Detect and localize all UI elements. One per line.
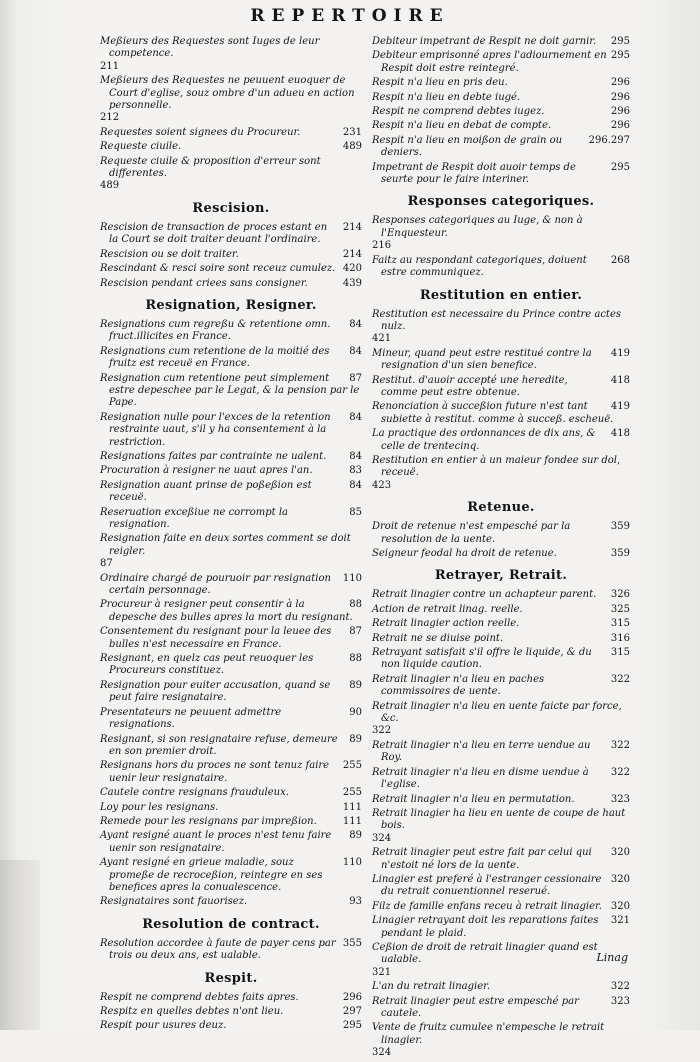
entry-text: Respit ne comprend debtes iugez. <box>372 106 545 118</box>
index-entry <box>372 92 630 104</box>
page-reference: 419 <box>610 347 630 359</box>
entry-text: Mineur, quand peut estre restitué contre la resignation d'un sien benefice. <box>372 347 592 372</box>
page-reference: 320 <box>610 873 630 885</box>
section-heading: Resolution de contract. <box>142 916 320 932</box>
page-reference: 84 <box>349 411 362 423</box>
index-entry <box>372 548 630 560</box>
entry-text: Debiteur impetrant de Respit ne doit garnir. <box>372 36 597 47</box>
page-reference: 316 <box>610 632 630 644</box>
entry-text: Respitz en quelles debtes n'ont lieu. <box>100 1006 284 1017</box>
page-reference: 326 <box>610 589 630 601</box>
index-entry <box>100 830 362 855</box>
entry-text: Retrait linagier contre un achapteur parent. <box>372 589 597 601</box>
index-entry <box>372 847 630 872</box>
index-entry <box>372 808 630 845</box>
index-entry <box>372 794 630 806</box>
entry-text: Action de retrait linag. reelle. <box>372 603 523 615</box>
page-reference: 84 <box>349 345 362 357</box>
page-reference: 85 <box>349 506 362 518</box>
page-reference: 110 <box>342 572 362 584</box>
page-reference: 320 <box>610 847 630 859</box>
page-reference: 111 <box>342 815 362 827</box>
page-reference: 320 <box>610 900 630 912</box>
page-reference: 323 <box>610 793 630 805</box>
page-reference: 324 <box>372 832 392 844</box>
left-column <box>100 36 362 1035</box>
index-entry <box>100 599 362 624</box>
entry-text: Ordinaire chargé de pouruoir par resignation certain personnage. <box>100 572 331 597</box>
page-reference: 88 <box>349 599 362 611</box>
entry-text: Respit n'a lieu en moißon de grain ou deniers. <box>372 134 563 159</box>
index-entry <box>372 604 630 616</box>
page-reference: 322 <box>610 739 630 751</box>
index-entry <box>100 127 362 139</box>
entry-text: Respit n'a lieu en pris deu. <box>372 77 508 89</box>
index-entry <box>100 992 362 1004</box>
page-reference: 268 <box>610 254 630 266</box>
entry-text: Ceßion de droit de retrait linagier quand est ualable. <box>372 941 598 966</box>
entry-text: Consentement du resignant pour la leuee des bulles n'est necessaire en France. <box>100 626 332 650</box>
page-reference: 315 <box>610 647 630 659</box>
index-entry <box>372 589 630 601</box>
page-reference: 419 <box>610 401 630 413</box>
page-reference: 93 <box>349 896 362 908</box>
index-entry <box>100 480 362 505</box>
page-reference: 111 <box>342 801 362 813</box>
entry-text: Rescision ou se doit traiter. <box>100 248 239 260</box>
page-reference: 214 <box>342 221 362 233</box>
entry-text: Remede pour les resignans par impreßion. <box>100 815 317 827</box>
entry-text: Respit pour usures deuz. <box>100 1020 227 1032</box>
entry-text: Restitut. d'auoir accepté une heredite, comme peut estre obtenue. <box>372 374 568 398</box>
index-entry <box>100 141 362 153</box>
entry-text: Responses categoriques au Iuge, & non à l'Enquesteur. <box>372 215 583 239</box>
index-entry <box>100 75 362 125</box>
page-reference: 83 <box>349 465 362 477</box>
index-entry <box>100 857 362 894</box>
page-reference: 355 <box>342 937 362 949</box>
index-entry <box>100 787 362 799</box>
page-reference: 418 <box>610 428 630 440</box>
index-entry <box>372 981 630 993</box>
index-entry <box>372 618 630 630</box>
index-entry <box>372 740 630 765</box>
entry-text: Retrait linagier n'a lieu en disme uendue à l'eglise. <box>372 766 589 791</box>
entry-text: Requestes soient signees du Procureur. <box>100 126 301 138</box>
page-reference: 87 <box>349 372 362 384</box>
entry-text: Restitution est necessaire du Prince contre actes nulz. <box>372 308 621 332</box>
entry-text: La practique des ordonnances de dix ans, & celle de trentecinq. <box>372 428 596 452</box>
page-reference: 296 <box>342 991 362 1003</box>
page-reference: 359 <box>610 521 630 533</box>
entry-text: Resignant, si son resignataire refuse, demeure en son premier droit. <box>100 733 338 757</box>
entry-text: Linagier retrayant doit les reparations faites pendant le plaid. <box>372 915 599 939</box>
page-reference: 323 <box>610 995 630 1007</box>
entry-text: Vente de fruitz cumulee n'empesche le retrait linagier. <box>372 1022 605 1046</box>
index-entry <box>372 942 630 979</box>
index-entry <box>372 674 630 699</box>
index-entry <box>372 77 630 89</box>
index-entry <box>100 465 362 477</box>
entry-text: Resignant, en quelz cas peut reuoquer les Procureurs constituez. <box>100 653 314 677</box>
index-entry <box>372 50 630 75</box>
page-reference: 322 <box>610 673 630 685</box>
entry-text: Cautele contre resignans frauduleux. <box>100 787 289 799</box>
page-reference: 322 <box>610 981 630 993</box>
entry-text: Retrait ne se diuise point. <box>372 632 504 644</box>
index-entry <box>372 874 630 899</box>
page-reference: 211 <box>100 60 120 72</box>
index-entry <box>372 255 630 280</box>
page-reference: 89 <box>349 679 362 691</box>
entry-text: Respit ne comprend debtes faits apres. <box>100 991 299 1003</box>
page-reference: 214 <box>342 248 362 260</box>
index-entry <box>372 348 630 373</box>
section-heading: Rescision. <box>192 200 270 216</box>
page-reference: 321 <box>372 966 392 978</box>
page-reference: 296 <box>610 106 630 118</box>
page-reference: 322 <box>372 725 392 737</box>
entry-text: Requeste ciuile. <box>100 141 182 153</box>
entry-text: Respit n'a lieu en debte iugé. <box>372 91 521 103</box>
index-entry <box>372 647 630 672</box>
page-reference: 296 <box>610 77 630 89</box>
index-entry <box>100 36 362 73</box>
page-fold-shadow <box>0 860 40 1030</box>
index-entry <box>100 533 362 570</box>
index-entry <box>100 263 362 275</box>
entry-text: Debiteur emprisonné apres l'adiournement en Respit doit estre reintegré. <box>372 50 607 74</box>
entry-text: Resignation cum retentione peut simplement estre depeschee par le Legat, & la pension par le Pape. <box>100 372 360 409</box>
index-entry <box>100 816 362 828</box>
index-entry <box>372 1022 630 1059</box>
page-reference: 359 <box>610 548 630 559</box>
entry-text: Presentateurs ne peuuent admettre resignations. <box>100 706 282 731</box>
page-reference: 489 <box>100 180 120 192</box>
entry-text: Retrait linagier n'a lieu en uente faicte par force, &c. <box>372 700 622 725</box>
index-entry <box>100 802 362 814</box>
section-heading: Responses categoriques. <box>407 194 595 210</box>
page-reference: 439 <box>342 277 362 289</box>
index-entry <box>100 373 362 410</box>
page-reference: 255 <box>342 787 362 799</box>
index-entry <box>372 521 630 546</box>
entry-text: Filz de famille enfans receu à retrait linagier. <box>372 900 602 912</box>
index-entry <box>100 734 362 759</box>
page-reference: 87 <box>100 558 113 570</box>
index-entry <box>372 633 630 645</box>
entry-text: Retrait linagier peut estre fait par celui qui n'estoit né lors de la uente. <box>372 847 592 871</box>
page-reference: 110 <box>342 857 362 869</box>
entry-text: Resignations cum regreßu & retentione omn. fruct.illicites en France. <box>100 318 331 343</box>
index-entry <box>100 760 362 785</box>
page-reference: 295 <box>610 50 630 62</box>
entry-text: Linagier est preferé à l'estranger cessionaire du retrait conuentionnel reserué. <box>372 873 602 898</box>
entry-text: Requeste ciuile & proposition d'erreur sont differentes. <box>100 155 321 180</box>
index-entry <box>100 507 362 532</box>
entry-text: Rescindant & resci soire sont receuz cumulez. <box>100 263 336 275</box>
index-entry <box>372 215 630 252</box>
section-heading: Resignation, Resigner. <box>145 297 317 313</box>
entry-text: Retrait linagier n'a lieu en permutation. <box>372 793 575 805</box>
index-entry <box>372 996 630 1021</box>
entry-text: Procureur à resigner peut consentir à la depesche des bulles apres la mort du resignant. <box>100 599 353 623</box>
entry-text: Rescision pendant criees sans consigner. <box>100 277 308 289</box>
entry-text: Resignations cum retentione de la moitié des fruitz est receuë en France. <box>100 345 330 370</box>
entry-text: Retrait linagier ha lieu en uente de coupe de haut bois. <box>372 807 626 832</box>
index-entry <box>100 249 362 261</box>
running-header: REPERTOIRE <box>250 6 450 26</box>
page-reference: 231 <box>342 126 362 138</box>
entry-text: Resignation nulle pour l'exces de la retention restrainte uaut, s'il y ha consentement à la restriction. <box>100 411 331 448</box>
entry-text: Resignataires sont fauorisez. <box>100 896 248 908</box>
section-heading: Retrayer, Retrait. <box>434 568 568 584</box>
page-reference: 296 <box>610 91 630 103</box>
index-entry <box>100 896 362 908</box>
page-reference: 295 <box>610 36 630 47</box>
entry-text: Retrait linagier n'a lieu en terre uendue au Roy. <box>372 739 591 764</box>
section-heading: Respit. <box>204 970 258 986</box>
index-entry <box>100 653 362 678</box>
index-entry <box>100 626 362 651</box>
page-reference: 324 <box>372 1047 392 1059</box>
index-entry <box>372 701 630 738</box>
page-reference: 89 <box>349 830 362 842</box>
index-entry <box>100 222 362 247</box>
index-entry <box>100 573 362 598</box>
entry-text: Ayant resigné auant le proces n'est tenu faire uenir son resignataire. <box>100 830 332 854</box>
entry-text: Loy pour les resignans. <box>100 801 219 813</box>
entry-text: Retrayant satisfait s'il offre le liquide, & du non liquide caution. <box>372 647 592 671</box>
index-entry <box>372 120 630 132</box>
index-entry <box>100 451 362 463</box>
page-reference: 84 <box>349 479 362 491</box>
index-entry <box>100 680 362 705</box>
index-entry <box>100 707 362 732</box>
index-entry <box>100 412 362 449</box>
page-reference: 295 <box>610 161 630 173</box>
entry-text: Retrait linagier n'a lieu en paches commissoires de uente. <box>372 673 545 698</box>
page-reference: 216 <box>372 240 392 252</box>
page-reference: 489 <box>342 141 362 153</box>
page-reference: 84 <box>349 318 362 330</box>
page-reference: 296.297 <box>588 134 630 146</box>
index-entry <box>372 767 630 792</box>
page-reference: 315 <box>610 618 630 630</box>
index-entry <box>372 309 630 346</box>
index-entry <box>372 401 630 426</box>
section-heading: Restitution en entier. <box>419 287 583 303</box>
index-entry <box>372 135 630 160</box>
index-entry <box>372 455 630 492</box>
entry-text: Droit de retenue n'est empesché par la resolution de la uente. <box>372 521 571 545</box>
page-reference: 420 <box>342 263 362 275</box>
page-reference: 321 <box>610 915 630 927</box>
entry-text: Procuration à resigner ne uaut apres l'an. <box>100 465 313 477</box>
page-reference: 89 <box>349 733 362 745</box>
entry-text: Seigneur feodal ha droit de retenue. <box>372 548 557 559</box>
entry-text: Retrait linagier action reelle. <box>372 618 520 630</box>
entry-text: Meßieurs des Requestes sont Iuges de leur competence. <box>100 36 320 60</box>
entry-text: Reseruation exceßiue ne corrompt la resignation. <box>100 506 289 530</box>
entry-text: Meßieurs des Requestes ne peuuent euoquer de Court d'eglise, souz ombre d'un adueu en action personnelle. <box>100 75 355 112</box>
entry-text: Resignation faite en deux sortes comment se doit reigler. <box>100 533 351 557</box>
index-entry <box>372 375 630 400</box>
entry-text: Faitz au respondant categoriques, doiuent estre communiquez. <box>372 254 587 279</box>
entry-text: Resignans hors du proces ne sont tenuz faire uenir leur resignataire. <box>100 760 330 784</box>
page-reference: 297 <box>342 1006 362 1017</box>
entry-text: Rescision de transaction de proces estant en la Court se doit traiter deuant l'ordinaire. <box>100 221 328 246</box>
entry-text: Retrait linagier peut estre empesché par cautele. <box>372 995 579 1019</box>
entry-text: Renonciation à succeßion future n'est tant subiette à restitut. comme à succeß. escheuë. <box>372 401 614 425</box>
page-reference: 88 <box>349 653 362 665</box>
index-entry <box>100 346 362 371</box>
page-reference: 255 <box>342 760 362 772</box>
page-reference: 295 <box>342 1020 362 1032</box>
index-entry <box>100 1020 362 1032</box>
index-entry <box>100 938 362 963</box>
entry-text: Ayant resigné en grieue maladie, souz promeße de recroceßion, reintegre en ses benefices apres la conualescence. <box>100 857 323 893</box>
page-reference: 90 <box>349 706 362 718</box>
page-reference: 325 <box>610 603 630 615</box>
page-reference: 212 <box>100 112 120 124</box>
page-reference: 423 <box>372 479 392 491</box>
entry-text: Impetrant de Respit doit auoir temps de seurte pour le faire interiner. <box>372 161 576 186</box>
entry-text: Resignations faites par contrainte ne ualent. <box>100 450 327 462</box>
right-column <box>372 36 630 1062</box>
section-heading: Retenue. <box>467 500 535 516</box>
entry-text: Restitution en entier à un maieur fondee sur dol, receuë. <box>372 454 621 479</box>
entry-text: Resignation pour euiter accusation, quand se peut faire resignataire. <box>100 679 331 704</box>
index-entry <box>100 278 362 290</box>
index-entry <box>372 915 630 940</box>
index-entry <box>372 162 630 187</box>
index-entry <box>100 156 362 193</box>
index-entry <box>100 319 362 344</box>
index-entry <box>372 106 630 118</box>
index-entry <box>100 1006 362 1018</box>
page-reference: 296 <box>610 120 630 132</box>
catchword: Linag <box>596 951 628 964</box>
entry-text: Resignation auant prinse de poßeßion est receuë. <box>100 479 312 504</box>
page-reference: 84 <box>349 450 362 462</box>
entry-text: Resolution accordee à faute de payer cens par trois ou deux ans, est ualable. <box>100 937 336 962</box>
page-reference: 421 <box>372 333 392 345</box>
index-entry <box>372 901 630 913</box>
page-reference: 322 <box>610 766 630 778</box>
index-entry <box>372 36 630 48</box>
entry-text: L'an du retrait linagier. <box>372 981 491 993</box>
entry-text: Respit n'a lieu en debat de compte. <box>372 120 552 132</box>
page-reference: 418 <box>610 374 630 386</box>
index-entry <box>372 428 630 453</box>
page-reference: 87 <box>349 626 362 638</box>
